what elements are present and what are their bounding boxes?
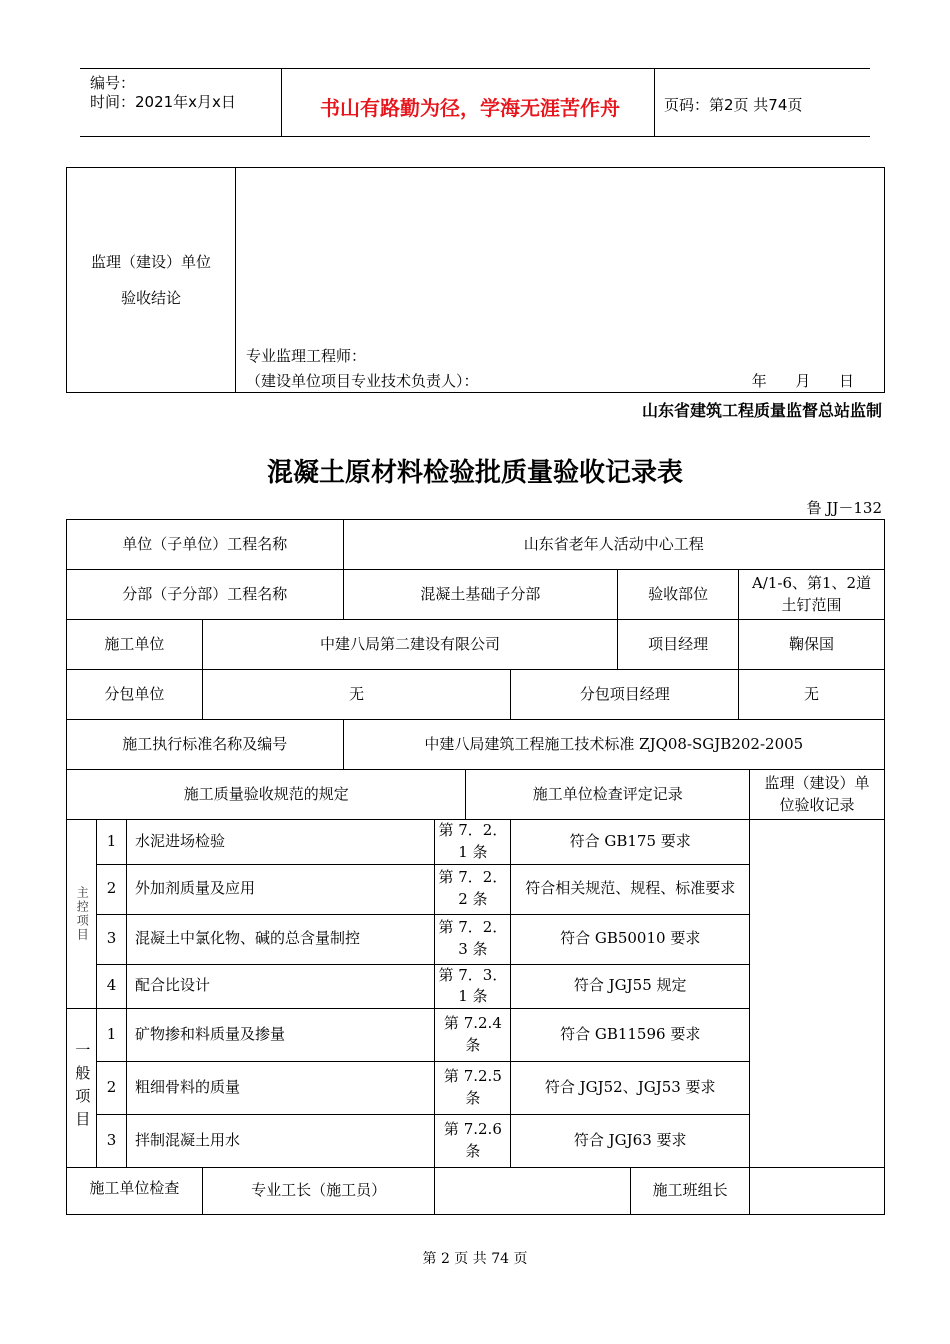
main-item-name: 外加剂质量及应用	[126, 864, 435, 914]
unit-project-value: 山东省老年人活动中心工程	[343, 520, 884, 570]
main-group-label: 主控项目	[67, 820, 97, 1009]
engineer-line: 专业监理工程师：	[246, 347, 367, 365]
main-item-name: 混凝土中氯化物、碱的总含量制控	[126, 914, 435, 964]
team-leader-value	[750, 1168, 885, 1215]
main-item-name: 配合比设计	[126, 964, 435, 1009]
accept-part-value: A/1-6、第1、2道土钉范围	[739, 570, 885, 620]
header-number: 编号：	[90, 74, 136, 92]
general-item-record: 符合 GB11596 要求	[511, 1009, 750, 1062]
col-check-header: 施工单位检查评定记录	[466, 770, 750, 820]
main-item-no: 1	[96, 820, 126, 865]
contractor-label: 施工单位	[67, 620, 203, 670]
date-line: 年 月 日	[751, 372, 854, 390]
general-item-record: 符合 JGJ52、JGJ53 要求	[511, 1062, 750, 1115]
main-item-clause: 第 7．2．3 条	[435, 914, 511, 964]
main-item-no: 4	[96, 964, 126, 1009]
general-item-name: 矿物掺和料质量及掺量	[126, 1009, 435, 1062]
accept-part-label: 验收部位	[618, 570, 739, 620]
foreman-label: 专业工长（施工员）	[202, 1168, 435, 1215]
main-item-no: 2	[96, 864, 126, 914]
general-item-clause: 第 7.2.4 条	[435, 1009, 511, 1062]
sub-pm-value: 无	[739, 670, 885, 720]
owner-line: （建设单位项目专业技术负责人）：	[246, 372, 479, 390]
general-group-label: 一般项目	[67, 1009, 97, 1168]
unit-project-label: 单位（子单位）工程名称	[67, 520, 344, 570]
sub-pm-label: 分包项目经理	[511, 670, 739, 720]
header-bottom-line	[80, 136, 870, 137]
team-leader-label: 施工班组长	[631, 1168, 750, 1215]
general-item-clause: 第 7.2.6 条	[435, 1115, 511, 1168]
conclusion-label-cell	[67, 168, 236, 393]
conclusion-table	[66, 167, 885, 393]
header-divider-2	[654, 68, 655, 136]
general-item-record: 符合 JGJ63 要求	[511, 1115, 750, 1168]
subcontractor-value: 无	[202, 670, 511, 720]
sub-project-label: 分部（子分部）工程名称	[67, 570, 344, 620]
main-item-clause: 第 7．2．2 条	[435, 864, 511, 914]
col-supervise-header: 监理（建设）单位验收记录	[750, 770, 885, 820]
conclusion-content-cell	[236, 168, 885, 393]
form-code: 鲁 JJ－132	[806, 499, 882, 517]
standard-label: 施工执行标准名称及编号	[67, 720, 344, 770]
col-spec-header: 施工质量验收规范的规定	[67, 770, 466, 820]
main-item-clause: 第 7．2．1 条	[435, 820, 511, 865]
general-item-name: 拌制混凝土用水	[126, 1115, 435, 1168]
general-item-no: 3	[96, 1115, 126, 1168]
supervise-record-cell	[750, 820, 885, 1168]
conclusion-label-line1: 监理（建设）单位	[90, 253, 211, 271]
header-time: 时间：2021年x月x日	[90, 93, 236, 111]
header-top-line	[80, 68, 870, 69]
subcontractor-label: 分包单位	[67, 670, 203, 720]
contractor-value: 中建八局第二建设有限公司	[202, 620, 617, 670]
general-item-clause: 第 7.2.5 条	[435, 1062, 511, 1115]
main-item-record: 符合 GB175 要求	[511, 820, 750, 865]
page-title: 混凝土原材料检验批质量验收记录表	[266, 458, 683, 488]
header-divider-1	[281, 68, 282, 136]
header-page: 页码：第2页 共74页	[664, 96, 803, 114]
page-footer: 第 2 页 共 74 页	[422, 1251, 528, 1267]
main-item-record: 符合相关规范、规程、标准要求	[511, 864, 750, 914]
header-motto: 书山有路勤为径，学海无涯苦作舟	[320, 96, 620, 120]
foreman-value	[435, 1168, 631, 1215]
issuer-text: 山东省建筑工程质量监督总站监制	[641, 401, 882, 420]
pm-label: 项目经理	[618, 620, 739, 670]
main-item-record: 符合 GB50010 要求	[511, 914, 750, 964]
main-item-record: 符合 JGJ55 规定	[511, 964, 750, 1009]
general-item-no: 2	[96, 1062, 126, 1115]
main-item-clause: 第 7．3．1 条	[435, 964, 511, 1009]
record-table	[66, 519, 885, 1215]
general-item-no: 1	[96, 1009, 126, 1062]
standard-value: 中建八局建筑工程施工技术标准 ZJQ08-SGJB202-2005	[343, 720, 884, 770]
main-item-no: 3	[96, 914, 126, 964]
general-item-name: 粗细骨料的质量	[126, 1062, 435, 1115]
conclusion-label-line2: 验收结论	[120, 289, 181, 307]
sub-project-value: 混凝土基础子分部	[343, 570, 618, 620]
pm-value: 鞠保国	[739, 620, 885, 670]
check-label: 施工单位检查	[67, 1168, 203, 1215]
main-item-name: 水泥进场检验	[126, 820, 435, 865]
